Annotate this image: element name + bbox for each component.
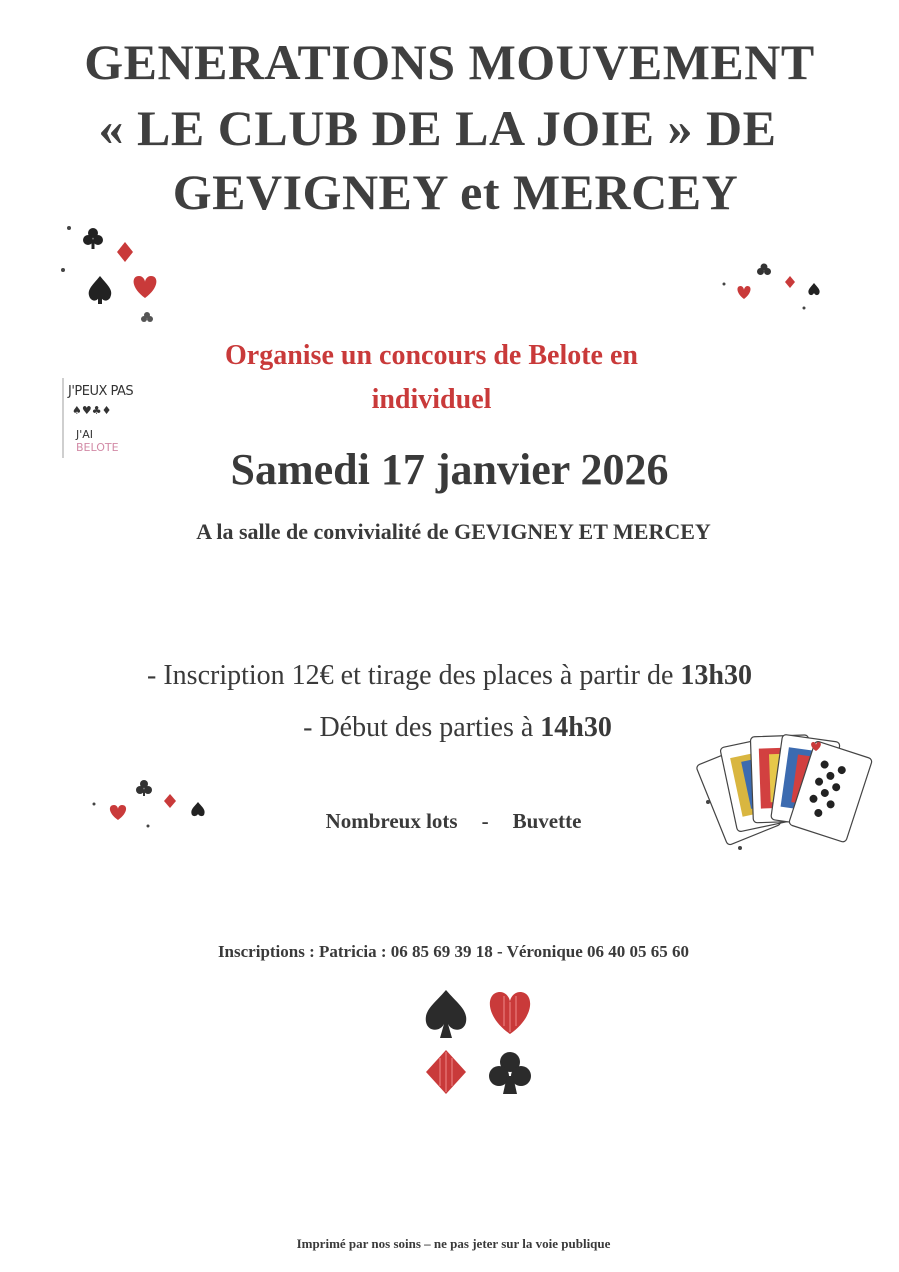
spade-icon	[426, 990, 467, 1038]
spade-icon	[89, 276, 112, 304]
extras-separator: -	[481, 809, 489, 833]
event-venue: A la salle de convivialité de GEVIGNEY ET MERCEY	[196, 519, 711, 544]
extras-line	[4, 806, 899, 836]
club-icon	[83, 228, 103, 249]
title-line-1: GENERATIONS MOUVEMENT	[84, 34, 815, 90]
buvette-text: Buvette	[512, 809, 582, 833]
diamond-icon	[117, 242, 133, 262]
club-icon	[757, 264, 771, 276]
spade-icon	[808, 283, 819, 295]
scattered-suits-top-right	[718, 258, 828, 318]
sign-line-3-a: J'AI	[76, 428, 94, 441]
playing-cards-fan	[688, 730, 878, 860]
club-icon	[136, 780, 152, 796]
diamond-icon	[785, 276, 795, 288]
registration-text: - Inscription 12€ et tirage des places à partir de	[147, 660, 681, 691]
title-line-2: « LE CLUB DE LA JOIE » DE	[98, 100, 777, 156]
heart-icon	[490, 992, 530, 1034]
intro-line-2: individuel	[371, 384, 492, 415]
registration-time: 13h30	[680, 660, 752, 691]
card-suits-grid	[414, 986, 544, 1102]
start-time: 14h30	[540, 712, 612, 743]
sign-suits: ♠♥♣♦	[72, 404, 112, 417]
club-icon	[489, 1052, 531, 1094]
heart-icon	[134, 276, 157, 298]
club-icon	[141, 312, 153, 322]
event-date: Samedi 17 janvier 2026	[230, 445, 669, 494]
schedule-item-registration	[0, 656, 899, 696]
start-text: - Début des parties à	[303, 712, 541, 743]
footer-note: Imprimé par nos soins – ne pas jeter sur la voie publique	[296, 1236, 611, 1251]
title-line-3: GEVIGNEY et MERCEY	[172, 164, 739, 220]
sign-line-3-b: BELOTE	[76, 441, 119, 454]
lots-text: Nombreux lots	[325, 809, 458, 833]
diamond-icon	[426, 1050, 466, 1094]
registration-contacts: Inscriptions : Patricia : 06 85 69 39 18 - Véronique 06 40 05 65 60	[217, 942, 690, 961]
heart-icon	[737, 286, 750, 299]
intro-line-1: Organise un concours de Belote en	[225, 340, 638, 371]
scattered-suits-top-left	[55, 218, 175, 333]
sign-line-1: J'PEUX PAS	[68, 384, 134, 399]
